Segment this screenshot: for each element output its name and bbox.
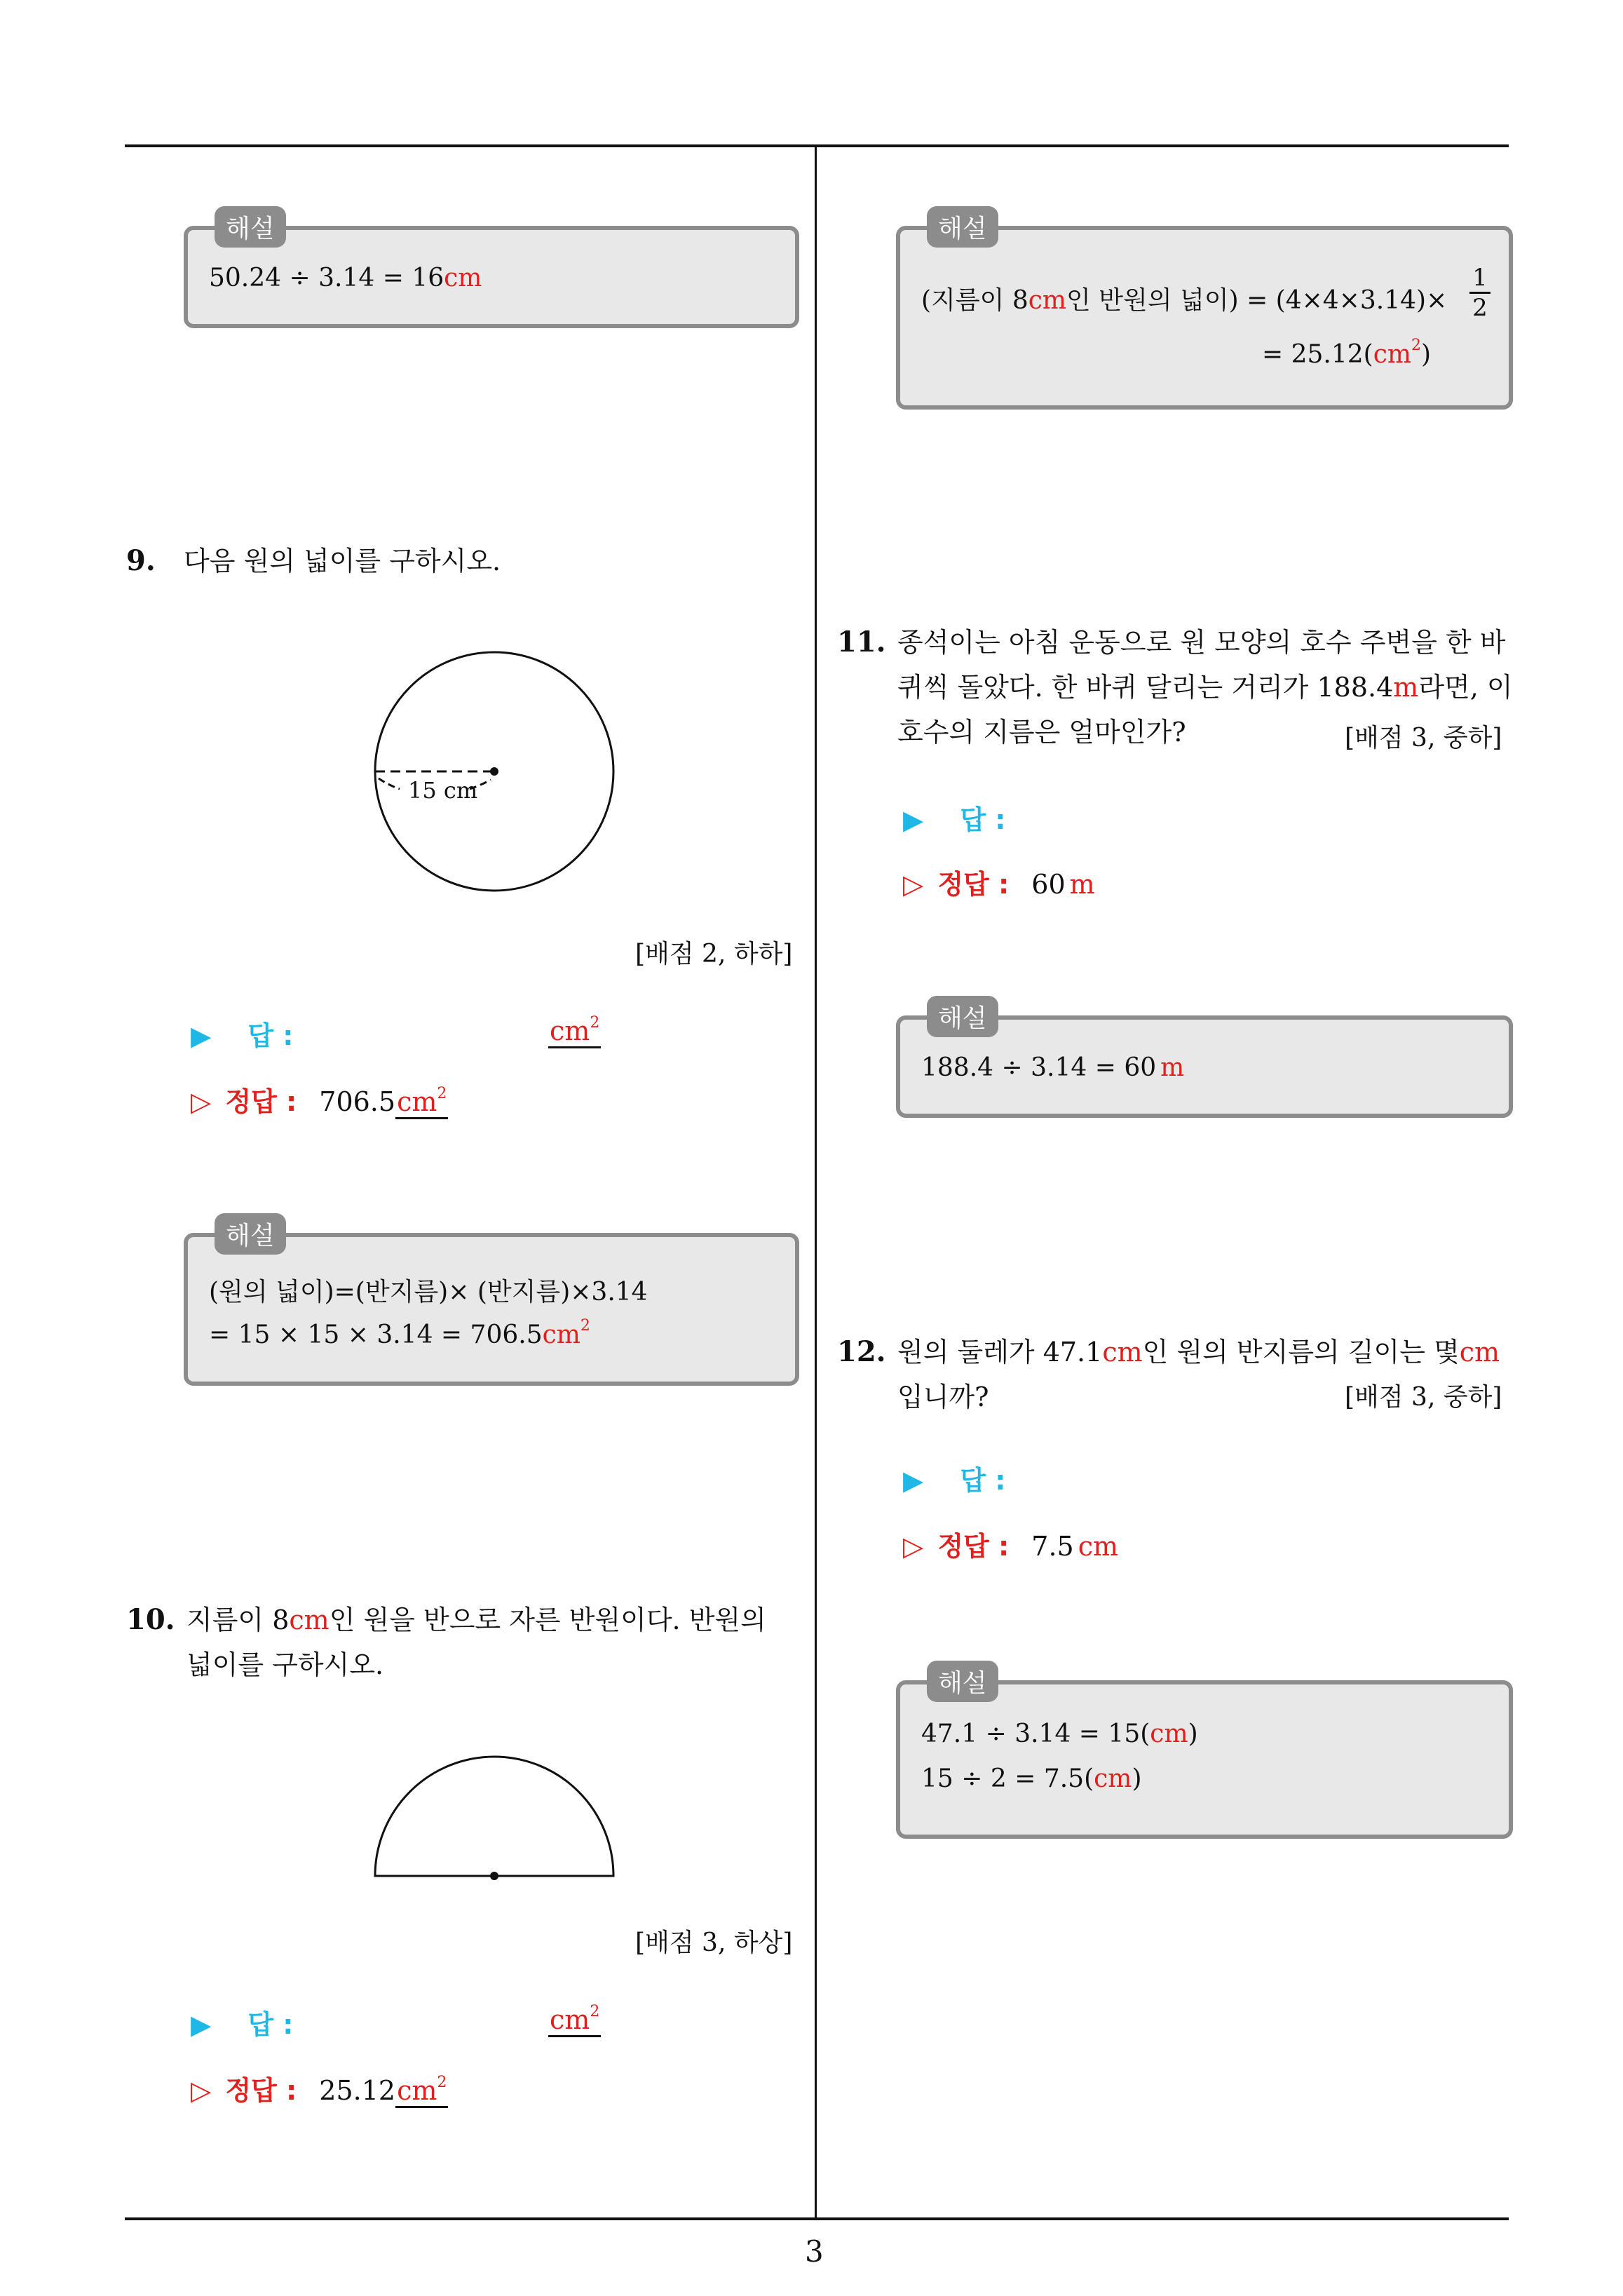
solution-tag: 해설 [927,1661,998,1702]
radius-label: 15 cm [408,777,478,804]
correct-unit: $cm^2$ [395,1086,448,1119]
answer-row-q11 [903,798,1005,837]
answer-label: 답 : [960,1465,1006,1496]
answer-label: 답 : [247,2009,294,2040]
semicircle-figure [365,1746,624,1886]
question-number: 10. [126,1603,175,1636]
answer-label: 답 : [247,1020,294,1051]
question-text-line-2: 입니까? [897,1382,989,1412]
column-divider [815,144,817,2219]
center-point [490,767,498,776]
answer-label: 답 : [960,804,1006,835]
correct-row-q11 [903,863,1095,901]
correct-label: 정답 : [225,2075,297,2106]
bottom-rule [125,2217,1509,2220]
answer-blank-unit: $cm^2$ [548,1014,601,1046]
question-text-line-1: 지름이 8cm인 원을 반으로 자른 반원이다. 반원의 [186,1605,766,1635]
solution-box-q11 [896,1004,1513,1118]
correct-label: 정답 : [225,1086,297,1117]
correct-label: 정답 : [937,869,1010,900]
correct-value: 25.12 [319,2075,396,2106]
correct-row-q12 [903,1525,1118,1563]
page-number: 3 [805,2234,824,2269]
solution-tag: 해설 [927,206,998,248]
solution-box-q12 [896,1669,1513,1839]
triangle-outline-icon: ▷ [903,869,924,900]
correct-value: 7.5 [1031,1531,1074,1562]
correct-label: 정답 : [937,1531,1010,1562]
correct-value: 706.5 [319,1086,396,1117]
solution-tag: 해설 [215,206,286,248]
question-text-line-2: 퀴씩 돌았다. 한 바퀴 달리는 거리가 188.4m라면, 이 [897,672,1513,703]
score-q12: [배점 3, 중하] [1345,1383,1502,1412]
play-icon: ▶ [903,804,924,835]
fraction-half: 1 2 [1469,264,1490,322]
solution-line-2: = $25.12(cm^2)$ [1262,337,1432,369]
triangle-outline-icon: ▷ [903,1531,924,1562]
triangle-outline-icon: ▷ [191,2075,212,2106]
circle-figure [365,645,624,898]
question-number: 9. [126,544,156,577]
question-number: 11. [837,626,886,659]
answer-row-q12 [903,1459,1005,1497]
correct-row-q9 [191,1080,448,1119]
correct-value: 60 [1031,869,1066,900]
semicircle-arc [375,1757,613,1876]
correct-row-q10 [191,2069,448,2107]
correct-unit: m [1069,869,1095,900]
score-q9: [배점 2, 하하] [635,940,793,968]
center-point [490,1872,498,1880]
solution-line-2: = $15 \times 15 \times 3.14 = 706.5cm^2$ [209,1317,590,1349]
solution-line: 50.24 ÷ 3.14 = 16cm [209,264,482,292]
solution-box-q9 [184,1222,799,1386]
question-text-line-1: 원의 둘레가 47.1cm인 원의 반지름의 길이는 몇cm [897,1337,1500,1368]
radius-brace-left [379,778,400,789]
solution-tag: 해설 [215,1213,286,1255]
top-rule [125,144,1509,147]
question-text-line-2: 넓이를 구하시오. [186,1649,384,1680]
question-text: 다음 원의 넓이를 구하시오. [184,546,501,576]
answer-row-q9 [191,1014,600,1053]
play-icon: ▶ [903,1465,924,1496]
question-text-line-3: 호수의 지름은 얼마인가? [897,717,1186,748]
play-icon: ▶ [191,1020,212,1051]
solution-tag: 해설 [927,996,998,1037]
solution-line-1: 47.1 ÷ 3.14 = 15(cm) [921,1720,1198,1748]
solution-line-1: (지름이 8cm인 반원의 넓이) = (4×4×3.14)× [921,286,1448,315]
answer-row-q10 [191,2003,600,2041]
correct-unit: $cm^2$ [395,2075,448,2108]
question-number: 12. [837,1335,886,1368]
correct-unit: cm [1078,1531,1119,1562]
solution-box-q10 [896,215,1513,410]
solution-line-1: (원의 넓이)=(반지름)× (반지름)×3.14 [209,1278,648,1306]
triangle-outline-icon: ▷ [191,1086,212,1117]
solution-line-2: 15 ÷ 2 = 7.5(cm) [921,1764,1142,1793]
answer-blank-unit: $cm^2$ [548,2003,601,2035]
solution-box-q8 [184,215,799,328]
solution-line: 188.4 ÷ 3.14 = 60 m [921,1053,1185,1082]
play-icon: ▶ [191,2009,212,2040]
score-q10: [배점 3, 하상] [635,1929,793,1957]
question-text-line-1: 종석이는 아침 운동으로 원 모양의 호수 주변을 한 바 [897,627,1506,658]
score-q11: [배점 3, 중하] [1345,724,1502,752]
